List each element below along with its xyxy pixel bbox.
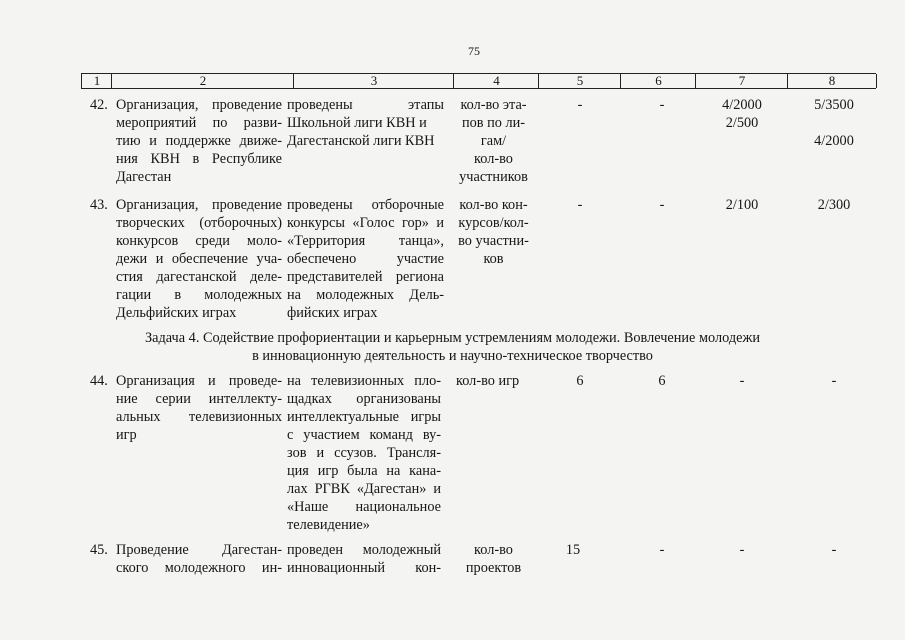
page-number: 75 (468, 44, 480, 58)
activity-line: Дагестан (116, 169, 172, 185)
task-heading-line: в инновационную деятельность и научно-техническое творчество (252, 348, 653, 364)
activity-line: Проведение Дагестан- (116, 542, 282, 558)
result-line: «Наше национальное (287, 499, 441, 515)
activity-line: тию и поддержке движе- (116, 133, 282, 149)
result-line: ция игр была на кана- (287, 463, 441, 479)
result-line: щадках организованы (287, 391, 441, 407)
column-header-7: 7 (695, 74, 788, 88)
activity-line: ния КВН в Республике (116, 151, 282, 167)
activity-line: мероприятий по разви- (116, 115, 282, 131)
activity-line: конкурсов среди моло- (116, 233, 282, 249)
result-line: с участием команд ву- (287, 427, 441, 443)
column-header-4: 4 (453, 74, 539, 88)
value-col6: - (659, 97, 665, 113)
result-line: на молодежных Дель- (287, 287, 444, 303)
activity-line: Дельфийских играх (116, 305, 237, 321)
column-header-3: 3 (293, 74, 454, 88)
activity-line: ние серии интеллекту- (116, 391, 282, 407)
activity-line: игр (116, 427, 137, 443)
value-col7: 2/500 (725, 115, 759, 131)
result-line: Школьной лиги КВН и (287, 115, 427, 131)
indicator-line: ков (483, 251, 504, 267)
value-col5: 6 (576, 373, 584, 389)
value-col6: 6 (658, 373, 666, 389)
result-line: на телевизионных пло- (287, 373, 441, 389)
result-line: проведен молодежный (287, 542, 441, 558)
indicator-line: кол-во эта- (460, 97, 527, 113)
value-col6: - (659, 542, 665, 558)
result-line: интеллектуальные игры (287, 409, 441, 425)
activity-line: Организация и проведе- (116, 373, 282, 389)
value-col8: - (831, 373, 837, 389)
indicator-line: кол-во (474, 151, 513, 167)
row-number: 45. (90, 542, 108, 558)
column-header-2: 2 (111, 74, 294, 88)
value-col6: - (659, 197, 665, 213)
task-heading-line: Задача 4. Содействие профориентации и карьерным устремлениям молодежи. Вовлечение молодежи (145, 330, 760, 346)
activity-line: гации в молодежных (116, 287, 282, 303)
value-col8: 5/3500 (814, 97, 854, 113)
value-col7: - (739, 373, 745, 389)
activity-line: Организация, проведение (116, 197, 282, 213)
result-line: фийских играх (287, 305, 378, 321)
result-line: лах РГВК «Дагестан» и (287, 481, 441, 497)
value-col5: 15 (565, 542, 581, 558)
activity-line: ского молодежного ин- (116, 560, 282, 576)
value-col7: - (739, 542, 745, 558)
result-line: проведены отборочные (287, 197, 444, 213)
row-number: 42. (90, 97, 108, 113)
activity-line: стия дагестанской деле- (116, 269, 282, 285)
result-line: «Территория танца», (287, 233, 444, 249)
result-line: Дагестанской лиги КВН (287, 133, 435, 149)
indicator-line: кол-во кон- (459, 197, 528, 213)
value-col7: 2/100 (725, 197, 759, 213)
row-number: 44. (90, 373, 108, 389)
activity-line: творческих (отборочных) (116, 215, 282, 231)
value-col5: - (577, 97, 583, 113)
result-line: конкурсы «Голос гор» и (287, 215, 444, 231)
value-col8: - (831, 542, 837, 558)
value-col8: 2/300 (817, 197, 851, 213)
indicator-line: во участни- (458, 233, 529, 249)
result-line: проведены этапы (287, 97, 444, 113)
indicator-line: кол-во игр (456, 373, 520, 389)
result-line: телевидение» (287, 517, 370, 533)
indicator-line: пов по ли- (461, 115, 526, 131)
table-header-row (81, 73, 876, 89)
result-line: представителей региона (287, 269, 444, 285)
indicator-line: гам/ (480, 133, 507, 149)
indicator-line: кол-во (474, 542, 513, 558)
result-line: зов и ссузов. Трансля- (287, 445, 441, 461)
indicator-line: курсов/кол- (458, 215, 529, 231)
row-number: 43. (90, 197, 108, 213)
value-col7: 4/2000 (722, 97, 762, 113)
column-header-5: 5 (538, 74, 621, 88)
result-line: обеспечено участие (287, 251, 444, 267)
activity-line: альных телевизионных (116, 409, 282, 425)
result-line: инновационный кон- (287, 560, 441, 576)
activity-line: Организация, проведение (116, 97, 282, 113)
column-header-8: 8 (787, 74, 877, 88)
value-col8: 4/2000 (814, 133, 854, 149)
column-header-6: 6 (620, 74, 696, 88)
indicator-line: участников (459, 169, 528, 185)
indicator-line: проектов (465, 560, 522, 576)
column-header-1: 1 (81, 74, 112, 88)
value-col5: - (577, 197, 583, 213)
activity-line: дежи и обеспечение уча- (116, 251, 282, 267)
